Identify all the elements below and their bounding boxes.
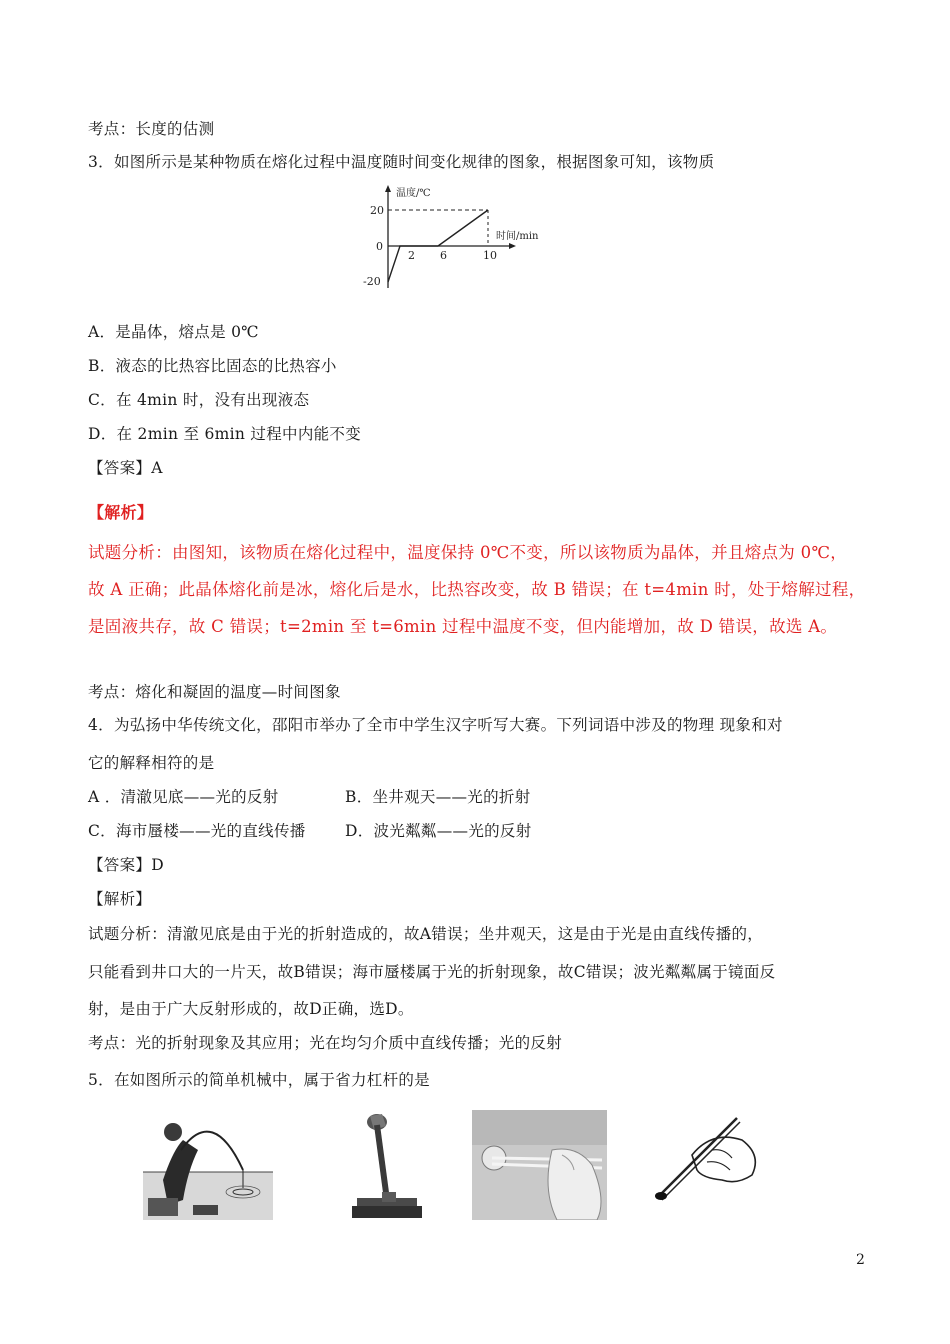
- q4-option-b: B．坐井观天——光的折射: [345, 788, 531, 806]
- q3-kaodian: 考点：熔化和凝固的温度—时间图象: [88, 683, 341, 701]
- kaodian-length: 考点：长度的估测: [88, 120, 215, 138]
- x-tick-2: 2: [408, 249, 415, 262]
- x-tick-10: 10: [483, 249, 497, 262]
- temperature-time-graph: [360, 183, 560, 293]
- q4-option-row-1: [88, 785, 688, 807]
- q3-option-c: C．在 4min 时，没有出现液态: [88, 391, 310, 409]
- q3-jiexi-label: 【解析】: [88, 503, 154, 522]
- q3-option-b: B．液态的比热容比固态的比热容小: [88, 357, 337, 375]
- q4-option-row-2: [88, 819, 688, 841]
- q3-option-a: A．是晶体，熔点是 0℃: [88, 323, 259, 341]
- x-tick-6: 6: [440, 249, 447, 262]
- q4-option-a: A ．清澈见底——光的反射: [88, 788, 279, 806]
- q3-analysis-line-3: 是固液共存，故 C 错误；t=2min 至 t=6min 过程中温度不变，但内能增加，故 D 错误，故选 A。: [88, 617, 838, 636]
- hand-tool-figure: [652, 1110, 772, 1205]
- q3-analysis-line-2: 故 A 正确；此晶体熔化前是冰，熔化后是水，比热容改变，故 B 错误；在 t=4min 时，处于熔解过程，: [88, 580, 866, 599]
- q3-answer: 【答案】A: [88, 459, 163, 477]
- question-5-stem: 5．在如图所示的简单机械中，属于省力杠杆的是: [88, 1071, 430, 1089]
- q4-kaodian: 考点：光的折射现象及其应用；光在均匀介质中直线传播；光的反射: [88, 1034, 563, 1052]
- question-4-stem-2: 它的解释相符的是: [88, 754, 215, 772]
- graph-y-label: 温度/℃: [396, 188, 431, 199]
- crowbar-figure: [352, 1110, 422, 1220]
- y-tick-minus-20: -20: [363, 275, 381, 288]
- q3-analysis-line-1: 试题分析：由图知，该物质在熔化过程中，温度保持 0℃不变，所以该物质为晶体，并且熔点为 0℃，: [88, 543, 848, 562]
- chopsticks-figure: [472, 1110, 607, 1220]
- question-4-stem-1: 4．为弘扬中华传统文化，邵阳市举办了全市中学生汉字听写大赛。下列词语中涉及的物理 现象和对: [88, 716, 783, 734]
- q4-answer: 【答案】D: [88, 856, 164, 874]
- q4-option-d: D．波光粼粼——光的反射: [345, 822, 532, 840]
- q4-analysis-line-1: 试题分析：清澈见底是由于光的折射造成的，故A错误；坐井观天，这是由于光是由直线传播的，: [88, 925, 764, 943]
- q4-analysis-line-2: 只能看到井口大的一片天，故B错误；海市蜃楼属于光的折射现象，故C错误；波光粼粼属于镜面反: [88, 963, 776, 981]
- page-number: 2: [856, 1252, 865, 1268]
- y-axis-arrow: [385, 185, 391, 192]
- y-tick-0: 0: [376, 240, 383, 253]
- q4-option-c: C．海市蜃楼——光的直线传播: [88, 822, 306, 840]
- x-axis-arrow: [509, 243, 516, 249]
- question-3-stem: 3．如图所示是某种物质在熔化过程中温度随时间变化规律的图象，根据图象可知，该物质: [88, 153, 715, 171]
- q3-option-d: D．在 2min 至 6min 过程中内能不变: [88, 425, 362, 443]
- graph-x-label: 时间/min: [496, 231, 539, 242]
- q4-analysis-line-3: 射，是由于广大反射形成的，故D正确，选D。: [88, 1000, 414, 1018]
- fishing-rod-figure: [143, 1110, 273, 1220]
- q4-jiexi-label: 【解析】: [88, 890, 152, 908]
- y-tick-20: 20: [370, 204, 384, 217]
